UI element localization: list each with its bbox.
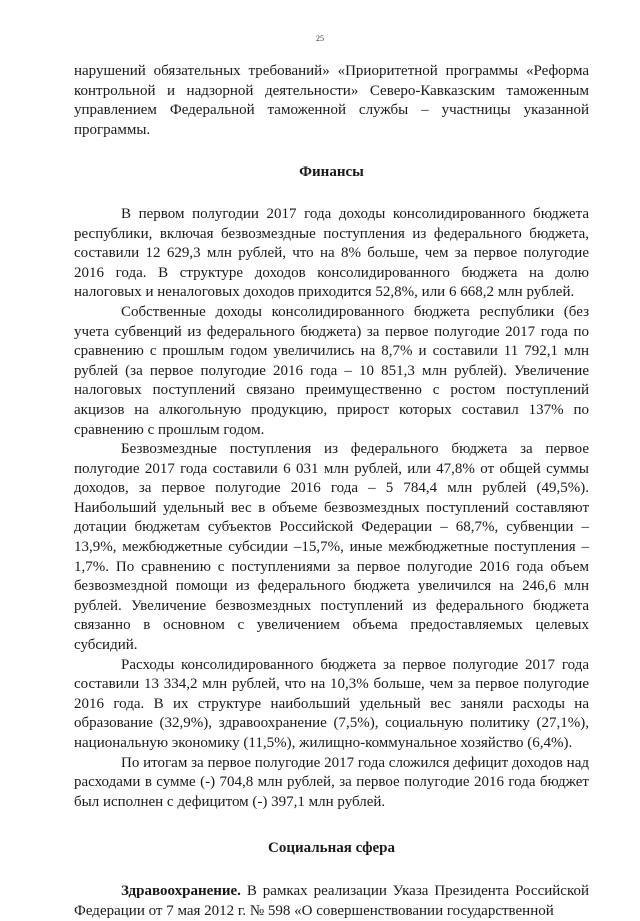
intro-paragraph: нарушений обязательных требований» «Приоритетной программы «Реформа контрольной и надзорной деятельности» Северо-Кавказским таможенным управлением Федеральной таможенной службы – участницы указанной программы. [74,63,589,138]
finance-paragraph-1: В первом полугодии 2017 года доходы консолидированного бюджета республики, включая безвозмездные поступления из федерального бюджета, составили 12 629,3 млн рублей, что на 8% больше, чем за первое полугодие 2016 года. В структуре доходов консолидированного бюджета на долю налоговых и неналоговых доходов приходится 52,8%, или 6 668,2 млн рублей. [74,205,589,301]
social-heading: Социальная сфера [268,840,395,857]
health-text: В рамках реализации Указа Президента Российской Федерации от 7 мая 2012 г. № 598 «О совершенствовании государственной [74,882,589,919]
health-lead: Здравоохранение. [121,882,241,899]
finance-paragraph-5: По итогам за первое полугодие 2017 года сложился дефицит доходов над расходами в сумме (-) 704,8 млн рублей, за первое полугодие 2016 года бюджет был исполнен с дефицитом (-) 397,1 млн рублей. [74,754,589,810]
health-paragraph [74,882,589,921]
page-number: 25 [316,34,324,43]
document-body [74,62,589,921]
finance-heading: Финансы [299,164,364,181]
finance-paragraph-4: Расходы консолидированного бюджета за первое полугодие 2017 года составили 13 334,2 млн рублей, что на 10,3% больше, чем за первое полугодие 2016 года. В их структуре наибольший удельный вес заняли расходы на образование (32,9%), здравоохранение (7,5%), социальную политику (27,1%), национальную экономику (11,5%), жилищно-коммунальное хозяйство (6,4%). [74,656,589,751]
finance-paragraph-3: Безвозмездные поступления из федерального бюджета за первое полугодие 2017 года составили 6 031 млн рублей, или 47,8% от общей суммы доходов, за первое полугодие 2016 года – 5 784,4 млн рублей (49,5%). Наибольший удельный вес в объеме безвозмездных поступлений составляют дотации бюджетам субъектов Российской Федерации – 68,7%, субвенции – 13,9%, межбюджетные субсидии –15,7%, иные межбюджетные поступления – 1,7%. По сравнению с поступлениями за первое полугодие 2016 года объем безвозмездной помощи из федерального бюджета увеличился на 246,6 млн рублей. Увеличение безвозмездных поступлений из федерального бюджета связанно в основном с увеличением объема предоставляемых целевых субсидий. [74,441,589,654]
finance-paragraph-2: Собственные доходы консолидированного бюджета республики (без учета субвенций из федерального бюджета) за первое полугодие 2017 года по сравнению с прошлым годом увеличились на 8,7% и составили 11 792,1 млн рублей (за первое полугодие 2016 года – 10 851,3 млн рублей). Увеличение налоговых поступлений связано преимущественно с ростом поступлений акцизов на алкогольную продукцию, прирост которых составил 137% по сравнению с прошлым годом. [74,303,589,438]
